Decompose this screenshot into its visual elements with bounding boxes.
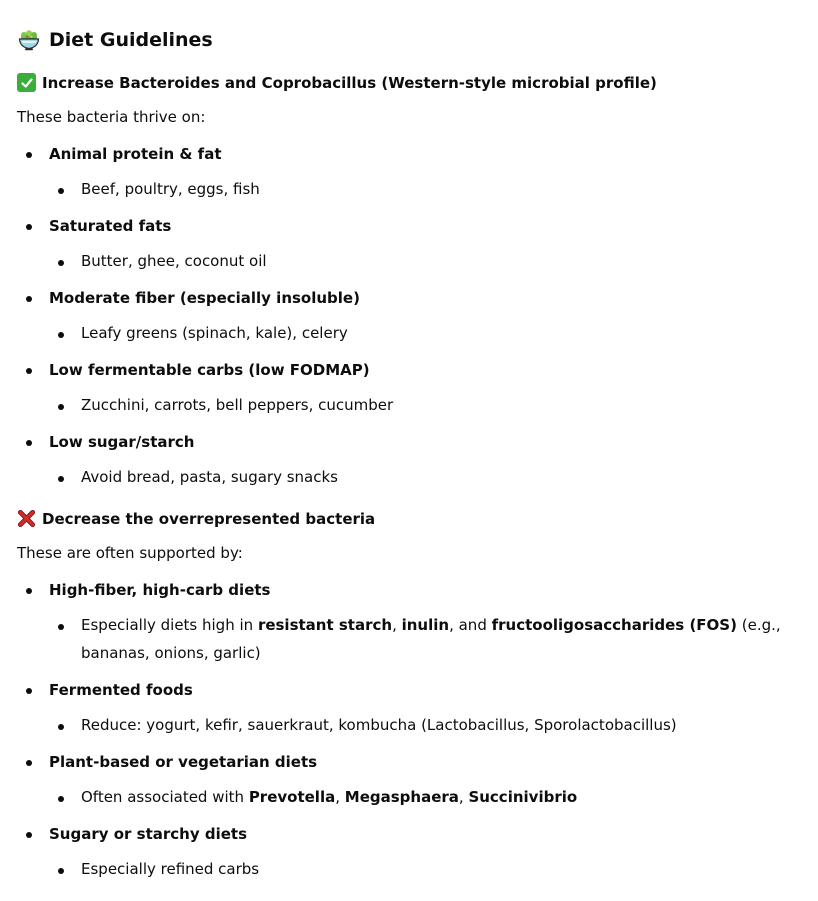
bullet-dot	[58, 332, 64, 338]
list-item-label: Animal protein & fat	[49, 145, 222, 163]
decrease-heading	[17, 509, 375, 528]
text-run: ,	[458, 788, 469, 806]
text-run: Often associated with	[81, 788, 249, 806]
bullet-dot	[26, 152, 32, 158]
sub-list-item-text	[81, 711, 781, 739]
bullet-dot	[26, 688, 32, 694]
sub-list-item-text: Leafy greens (spinach, kale), celery	[81, 324, 348, 342]
list-item-label: Moderate fiber (especially insoluble)	[49, 289, 360, 307]
bullet-dot	[58, 476, 64, 482]
bullet-dot	[26, 296, 32, 302]
sub-list-item-text	[81, 611, 781, 667]
bold-term: resistant starch	[257, 616, 393, 634]
decrease-heading-text: Decrease the overrepresented bacteria	[42, 509, 376, 528]
list-item-label: Low sugar/starch	[49, 433, 195, 451]
bullet-dot	[58, 868, 64, 874]
bullet-dot	[26, 588, 32, 594]
bullet-dot	[58, 404, 64, 410]
decrease-intro: These are often supported by:	[17, 544, 243, 562]
bold-term: fructooligosaccharides (FOS)	[491, 616, 737, 634]
page-title-text: Diet Guidelines	[49, 29, 213, 51]
increase-heading-text: Increase Bacteroides and Coprobacillus (Western-style microbial profile)	[42, 73, 657, 92]
increase-heading	[17, 73, 657, 92]
list-item-label: High-fiber, high-carb diets	[49, 581, 271, 599]
text-run: ,	[335, 788, 345, 806]
check-mark-icon	[17, 73, 36, 92]
bullet-dot	[58, 260, 64, 266]
page-title	[17, 28, 213, 52]
text-run: (e.g., bananas, onions, garlic)	[81, 616, 781, 662]
bullet-dot	[58, 796, 64, 802]
bullet-dot	[26, 832, 32, 838]
sub-list-item-text	[81, 855, 781, 883]
bold-term: Prevotella	[248, 788, 336, 806]
list-item-label: Sugary or starchy diets	[49, 825, 248, 843]
salad-bowl-icon	[17, 28, 41, 52]
bullet-dot	[58, 624, 64, 630]
sub-list-item-text: Butter, ghee, coconut oil	[81, 252, 267, 270]
text-run: ,	[392, 616, 402, 634]
bullet-dot	[26, 224, 32, 230]
bold-term: Succinivibrio	[468, 788, 578, 806]
list-item-label: Fermented foods	[49, 681, 193, 699]
bullet-dot	[26, 368, 32, 374]
sub-list-item-text: Beef, poultry, eggs, fish	[81, 180, 260, 198]
bold-term: Megasphaera	[344, 788, 459, 806]
increase-intro: These bacteria thrive on:	[17, 108, 206, 126]
sub-list-item-text	[81, 783, 781, 811]
bullet-dot	[26, 440, 32, 446]
text-run: Especially refined carbs	[81, 860, 260, 878]
cross-mark-icon	[17, 509, 36, 528]
list-item-label: Low fermentable carbs (low FODMAP)	[49, 361, 370, 379]
sub-list-item-text: Zucchini, carrots, bell peppers, cucumber	[81, 396, 394, 414]
text-run: Reduce: yogurt, kefir, sauerkraut, kombucha (Lactobacillus, Sporolactobacillus)	[81, 716, 677, 734]
bullet-dot	[26, 760, 32, 766]
bullet-dot	[58, 188, 64, 194]
list-item-label: Plant-based or vegetarian diets	[49, 753, 318, 771]
text-run: Especially diets high in	[81, 616, 258, 634]
bold-term: inulin	[401, 616, 450, 634]
sub-list-item-text: Avoid bread, pasta, sugary snacks	[81, 468, 338, 486]
text-run: , and	[449, 616, 492, 634]
list-item-label: Saturated fats	[49, 217, 172, 235]
bullet-dot	[58, 724, 64, 730]
